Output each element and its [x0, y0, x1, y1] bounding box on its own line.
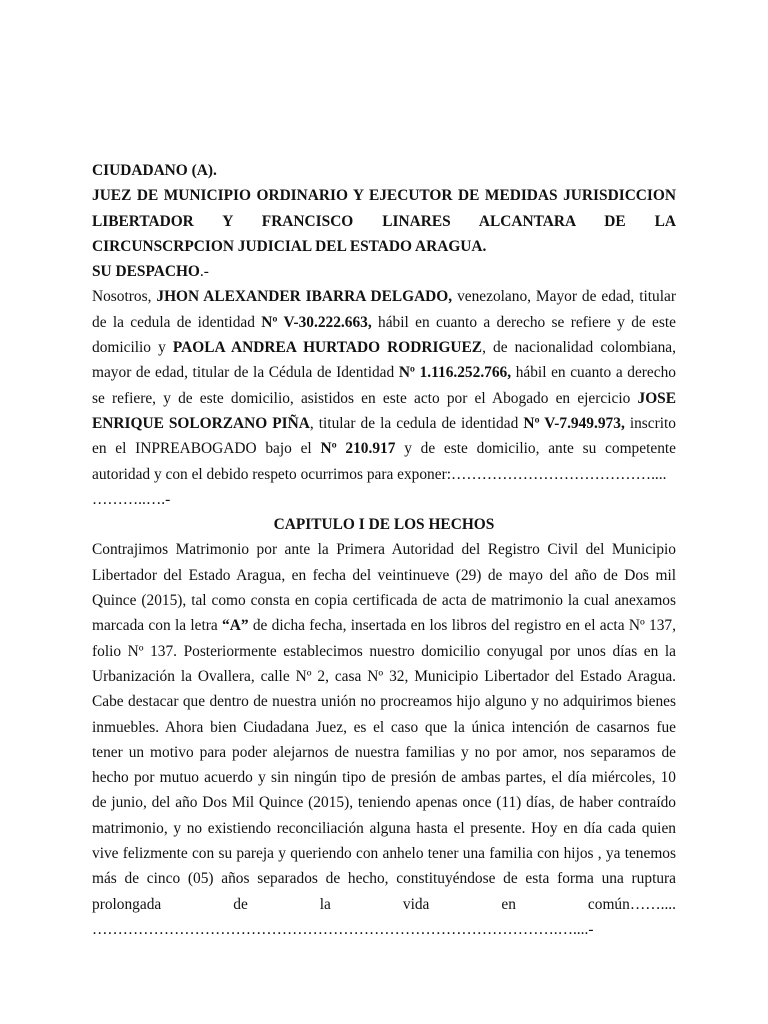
- intro-text: domicilio y: [92, 339, 173, 357]
- intro-text: Nosotros,: [92, 288, 157, 306]
- facts-line-11: de junio, del año Dos Mil Quince (2015), teniendo apenas once (11) días, de haber contraído: [92, 794, 676, 812]
- facts-line-16: ……………………………………………………………………………….…....-: [92, 920, 594, 938]
- facts-line-5: folio Nº 137. Posteriormente establecimos nuestro domicilio conyugal por unos días en la: [92, 642, 676, 660]
- intro-text: de la cedula de identidad: [92, 313, 262, 331]
- petitioner-name-2: PAOLA ANDREA HURTADO RODRIGUEZ: [172, 339, 483, 357]
- facts-line-12: matrimonio, y no existiendo reconciliación alguna hasta el presente. Hoy en día cada quien: [92, 819, 676, 837]
- facts-line-3: Quince (2015), tal como consta en copia certificada de acta de matrimonio la cual anexamos: [92, 592, 676, 610]
- facts-line-6: Urbanización la Ovallera, calle Nº 2, casa Nº 32, Municipio Libertador del Estado Aragua.: [92, 667, 676, 685]
- intro-line-8: autoridad y con el debido respeto ocurrimos para exponer:…………………………………....: [92, 465, 667, 483]
- lawyer-name-part-1: JOSE: [637, 389, 676, 407]
- intro-line-5: [92, 386, 676, 411]
- intro-text: inscrito: [624, 414, 676, 432]
- petitioner-name-1: JHON ALEXANDER IBARRA DELGADO,: [156, 288, 453, 306]
- su-despacho-tail: .-: [199, 263, 209, 281]
- facts-line-14: más de cinco (05) años separados de hecho, constituyéndose de esta forma una ruptura: [92, 870, 676, 888]
- intro-line-3: [92, 335, 676, 360]
- addressee: CIUDADANO (A).: [92, 162, 217, 179]
- facts-text: marcada con la letra: [92, 617, 223, 635]
- su-despacho-label: SU DESPACHO: [92, 263, 200, 281]
- intro-line-6: [92, 411, 676, 436]
- facts-line-8: inmuebles. Ahora bien Ciudadana Juez, es el caso que la única intención de casarnos fue: [92, 718, 676, 736]
- judge-title-line-2: LIBERTADOR Y FRANCISCO LINARES ALCANTARA DE LA: [92, 212, 676, 230]
- intro-text: se refiere, y de este domicilio, asistidos en este acto por el Abogado en ejercicio: [92, 389, 638, 407]
- intro-line-2: [92, 310, 676, 335]
- facts-line-15: prolongada de la vida en común……....: [92, 895, 676, 913]
- facts-line-4: [92, 613, 676, 638]
- intro-text: , de nacionalidad colombiana,: [482, 339, 676, 357]
- id-number-3: Nº V-7.949.973,: [523, 414, 625, 432]
- inpreabogado-number: Nº 210.917: [320, 440, 396, 458]
- intro-text: mayor de edad, titular de la Cédula de Identidad: [92, 364, 399, 382]
- intro-text: venezolano, Mayor de edad, titular: [452, 288, 676, 306]
- judge-title-line-3: CIRCUNSCRPCION JUDICIAL DEL ESTADO ARAGUA.: [92, 237, 487, 255]
- chapter-title: CAPITULO I DE LOS HECHOS: [273, 516, 495, 534]
- lawyer-name-part-2: ENRIQUE SOLORZANO PIÑA: [92, 414, 310, 432]
- judge-title-line-1: JUEZ DE MUNICIPIO ORDINARIO Y EJECUTOR DE MEDIDAS JURISDICCION: [92, 187, 676, 205]
- intro-text: , titular de la cedula de identidad: [309, 414, 524, 432]
- facts-text: de dicha fecha, insertada en los libros del registro en el acta Nº 137,: [248, 617, 676, 635]
- facts-line-9: tener un motivo para poder alejarnos de nuestra familias y no por amor, nos separamos de: [92, 743, 676, 761]
- intro-text: hábil en cuanto a derecho se refiere y de este: [371, 313, 676, 331]
- id-number-2: Nº 1.116.252.766,: [398, 364, 512, 382]
- facts-line-10: hecho por mutuo acuerdo y sin ningún tipo de presión de ambas partes, el día miércoles, 10: [92, 769, 676, 787]
- intro-line-4: [92, 360, 676, 385]
- facts-line-1: Contrajimos Matrimonio por ante la Primera Autoridad del Registro Civil del Municipio: [92, 541, 676, 559]
- intro-text: en el INPREABOGADO bajo el: [92, 440, 321, 458]
- document-page: [92, 158, 676, 942]
- intro-line-1: [92, 284, 676, 309]
- annex-letter: “A”: [222, 617, 249, 635]
- intro-line-9: ………..….-: [92, 490, 171, 508]
- intro-text: hábil en cuanto a derecho: [511, 364, 676, 382]
- id-number-1: Nº V-30.222.663,: [261, 313, 372, 331]
- facts-line-7: Cabe destacar que dentro de nuestra unión no procreamos hijo alguno y no adquirimos bienes: [92, 693, 676, 711]
- facts-line-2: Libertador del Estado Aragua, en fecha del veintinueve (29) de mayo del año de Dos mil: [92, 566, 676, 584]
- facts-line-13: vive felizmente con su pareja y queriendo con anhelo tener una familia con hijos , ya tenemos: [92, 845, 676, 863]
- su-despacho: [92, 259, 676, 284]
- intro-line-7: [92, 436, 676, 461]
- intro-text: y de este domicilio, ante su competente: [395, 440, 676, 458]
